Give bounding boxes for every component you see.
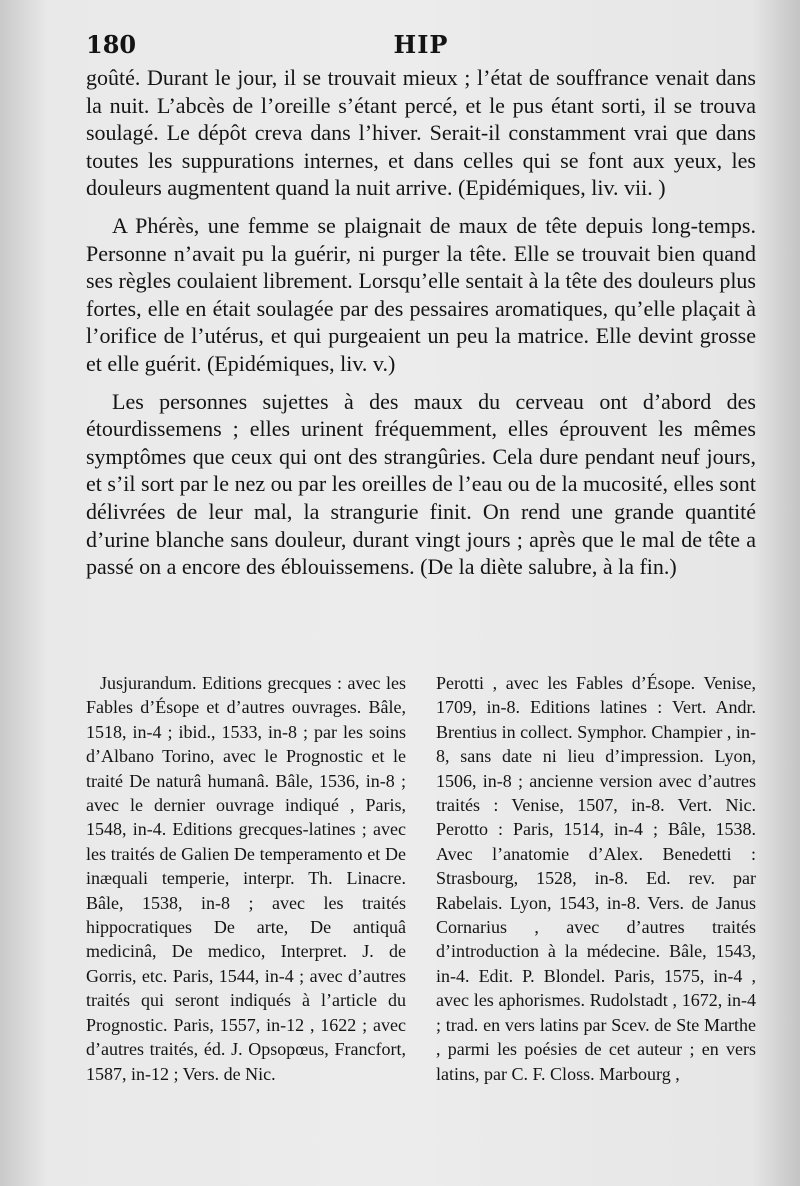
column-gap	[421, 671, 422, 1161]
footnotes	[86, 671, 756, 1161]
footnote-right-text: Perotti , avec les Fables d’Ésope. Venise, 1709, in-8. Editions latines : Vert. Andr. Brentius in collect. Symphor. Champier , in-8, sans date ni lieu d’impression. Lyon, 1506, in-8 ; ancienne version avec d’autres traités : Venise, 1507, in-8. Vert. Nic. Perotto : Paris, 1514, in-4 ; Bâle, 1538. Avec l’anatomie d’Alex. Benedetti : Strasbourg, 1528, in-8. Ed. rev. par Rabelais. Lyon, 1543, in-8. Vers. de Janus Cornarius , avec d’autres traités d’introduction à la médecine. Bâle, 1543, in-4. Edit. P. Blondel. Paris, 1575, in-4 , avec les aphorismes. Rudolstadt , 1672, in-4 ; trad. en vers latins par Scev. de Ste Marthe , parmi les poésies de cet auteur ; en vers latins, par C. F. Closs. Marbourg ,	[436, 673, 756, 1084]
running-title: HIP	[393, 30, 449, 59]
footnote-column-left	[86, 671, 406, 1161]
page-header	[86, 30, 756, 66]
footnote-left-text: Jusjurandum. Editions grecques : avec les Fables d’Ésope et d’autres ouvrages. Bâle, 1518, in-4 ; ibid., 1533, in-8 ; par les soins d’Albano Torino, avec le Prognostic et le traité De naturâ humanâ. Bâle, 1536, in-8 ; avec le dernier ouvrage indiqué , Paris, 1548, in-4. Editions grecques-latines ; avec les traités de Galien De temperamento et De inæquali temperie, interpr. Th. Linacre. Bâle, 1538, in-8 ; avec les traités hippocratiques De arte, De antiquâ medicinâ, De medico, Interpret. J. de Gorris, etc. Paris, 1544, in-4 ; avec d’autres traités qui seront indiqués à l’article du Prognostic. Paris, 1557, in-12 , 1622 ; avec d’autres traités, éd. J. Opsopœus, Francfort, 1587, in-12 ; Vers. de Nic.	[86, 673, 406, 1084]
main-text	[86, 64, 756, 591]
paragraph-1: goûté. Durant le jour, il se trouvait mieux ; l’état de souffrance venait dans la nuit. L’abcès de l’oreille s’étant percé, et le pus étant sorti, il se trouva soulagé. Le dépôt creva dans l’hiver. Serait-il constamment vrai que dans toutes les suppurations internes, et dans celles qui se font aux yeux, les douleurs augmentent quand la nuit arrive. (Epidémiques, liv. vii. )	[86, 65, 756, 201]
paragraph-2: A Phérès, une femme se plaignait de maux de tête depuis long-temps. Personne n’avait pu la guérir, ni purger la tête. Elle se trouvait bien quand ses règles coulaient librement. Lorsqu’elle sentait à la tête des douleurs plus fortes, elle en était soulagée par des pessaires aromatiques, qu’elle plaçait à l’orifice de l’utérus, et qui purgeaient un peu la matrice. Elle devint grosse et elle guérit. (Epidémiques, liv. v.)	[86, 212, 756, 376]
footnote-column-right	[436, 671, 756, 1161]
page-number: 180	[86, 30, 137, 59]
paragraph-3: Les personnes sujettes à des maux du cerveau ont d’abord des étourdissemens ; elles urinent fréquemment, elles éprouvent les mêmes symptômes que ceux qui ont des strangûries. Cela dure pendant neuf jours, et s’il sort par le nez ou par les oreilles de l’eau ou de la mucosité, elles sont délivrées de leur mal, la strangurie finit. On rend une grande quantité d’urine blanche sans douleur, durant vingt jours ; après que le mal de tête a passé on a encore des éblouissemens. (De la diète salubre, à la fin.)	[86, 388, 756, 580]
